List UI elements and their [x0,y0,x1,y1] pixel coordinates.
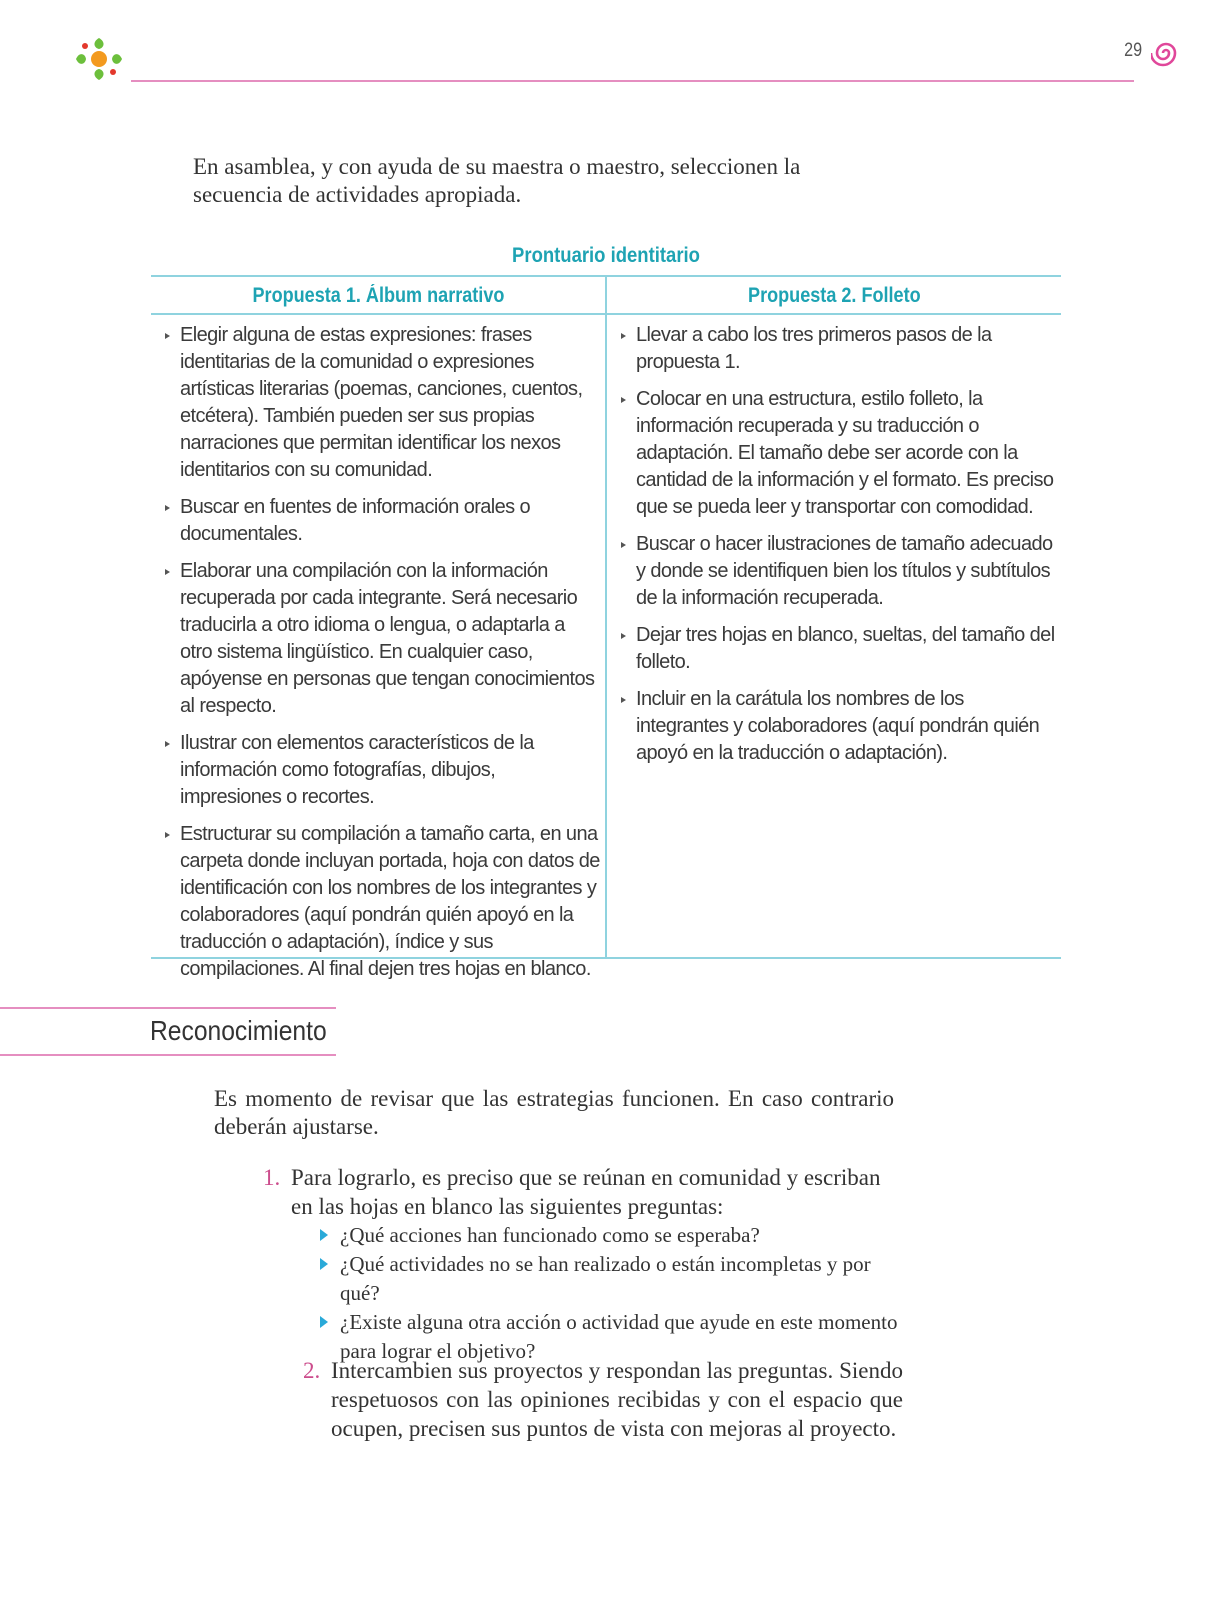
item-text: Para lograrlo, es preciso que se reúnan en comunidad y escriban en las hojas en blanco las siguientes preguntas: [291,1165,881,1219]
flower-logo-icon [72,34,126,84]
column-2 [621,322,1057,777]
column-heading-2: Propuesta 2. Folleto [607,277,1061,315]
intro-paragraph: En asamblea, y con ayuda de su maestra o maestro, seleccionen la secuencia de actividades apropiada. [193,154,801,207]
section-title: Reconocimiento [150,1015,327,1046]
column-heading-1: Propuesta 1. Álbum narrativo [151,277,605,315]
questions-list [320,1221,910,1366]
list-item: Dejar tres hojas en blanco, sueltas, del tamaño del folleto. [621,622,1057,676]
section-rule-bottom [0,1054,336,1056]
proposals-table [151,275,1061,980]
item-number: 1. [263,1165,281,1190]
question-item: ¿Qué acciones han funcionado como se esperaba? [320,1221,910,1250]
numbered-item-2 [303,1356,903,1443]
list-item: Buscar o hacer ilustraciones de tamaño adecuado y donde se identifiquen bien los títulos y subtítulos de la información recuperada. [621,531,1057,612]
header-rule [131,80,1134,82]
question-item: ¿Existe alguna otra acción o actividad que ayude en este momento para lograr el objetivo? [320,1308,910,1366]
table-caption: Prontuario identitario [512,244,700,267]
list-item: Elaborar una compilación con la información recuperada por cada integrante. Será necesario traducirla a otro idioma o lengua, o adaptarla a otro sistema lingüístico. En cualquier caso, apóyense en personas que tengan conocimientos al respecto. [165,558,601,720]
list-item: Buscar en fuentes de información orales o documentales. [165,494,601,548]
item-text: Intercambien sus proyectos y respondan las preguntas. Siendo respetuosos con las opiniones recibidas y con el espacio que ocupen, precisen sus puntos de vista con mejoras al proyecto. [331,1358,903,1441]
section-intro-paragraph: Es momento de revisar que las estrategias funcionen. En caso contrario deberán ajustarse. [214,1086,894,1139]
list-item: Ilustrar con elementos característicos de la información como fotografías, dibujos, impresiones o recortes. [165,730,601,811]
page-number: 29 [1124,40,1142,61]
question-item: ¿Qué actividades no se han realizado o están incompletas y por qué? [320,1250,910,1308]
item-number: 2. [303,1358,321,1383]
numbered-item-1 [263,1163,903,1221]
list-item: Elegir alguna de estas expresiones: frases identitarias de la comunidad o expresiones artísticas literarias (poemas, canciones, cuentos, etcétera). También pueden ser sus propias narraciones que permitan identificar los nexos identitarios con su comunidad. [165,322,601,484]
section-rule-top [0,1007,336,1009]
list-item: Estructurar su compilación a tamaño carta, en una carpeta donde incluyan portada, hoja con datos de identificación con los nombres de los integrantes y colaboradores (aquí pondrán quién apoyó en la traducción o adaptación), índice y sus compilaciones. Al final dejen tres hojas en blanco. [165,821,601,983]
list-item: Llevar a cabo los tres primeros pasos de la propuesta 1. [621,322,1057,376]
spiral-ornament-icon [1151,38,1181,68]
list-item: Incluir en la carátula los nombres de los integrantes y colaboradores (aquí pondrán quién apoyó en la traducción o adaptación). [621,686,1057,767]
list-item: Colocar en una estructura, estilo folleto, la información recuperada y su traducción o adaptación. El tamaño debe ser acorde con la cantidad de la información y el formato. Es preciso que se pueda leer y transportar con comodidad. [621,386,1057,521]
column-1 [165,322,601,993]
column-divider [605,277,607,957]
